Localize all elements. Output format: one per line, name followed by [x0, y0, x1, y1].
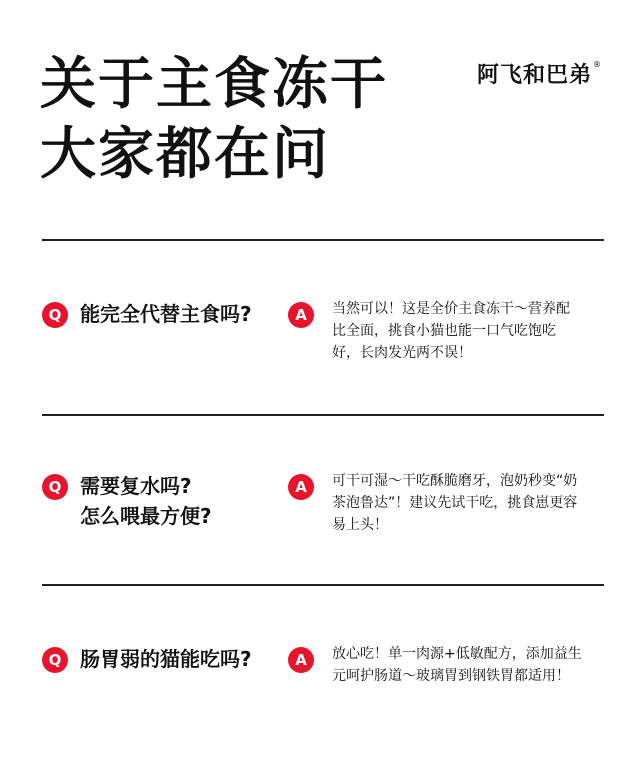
answer-line: 好，长肉发光两不误！ — [332, 345, 472, 361]
answer-line: 可干可湿～干吃酥脆磨牙，泡奶秒变“奶 — [332, 473, 578, 489]
divider — [42, 584, 604, 586]
brand-logo — [477, 58, 602, 89]
answer-text — [332, 643, 606, 687]
answer-badge-icon: A — [288, 647, 314, 673]
brand-name: 阿飞和巴弟 — [476, 63, 592, 88]
answer-text — [332, 470, 606, 536]
answer-line: 放心吃！单一肉源+低敏配方，添加益生 — [332, 646, 582, 662]
question-line: 能完全代替主食吗? — [80, 302, 252, 326]
question-badge-icon: Q — [42, 302, 68, 328]
answer-badge-icon: A — [288, 474, 314, 500]
answer-line: 当然可以！这是全价主食冻干～营养配 — [332, 301, 570, 317]
question-line: 需要复水吗? — [80, 474, 192, 498]
answer-badge-icon: A — [288, 302, 314, 328]
divider — [42, 239, 604, 241]
question-text — [80, 644, 290, 674]
question-line: 肠胃弱的猫能吃吗? — [80, 647, 252, 671]
question-text — [80, 299, 290, 329]
question-line: 怎么喂最方便? — [80, 504, 212, 528]
registered-mark: ® — [593, 60, 602, 69]
question-text — [80, 471, 290, 531]
page-title — [40, 50, 388, 190]
question-badge-icon: Q — [42, 647, 68, 673]
question-badge-icon: Q — [42, 474, 68, 500]
answer-line: 易上头！ — [332, 517, 388, 533]
answer-line: 元呵护肠道～玻璃胃到钢铁胃都适用！ — [332, 668, 570, 684]
title-line-2: 大家都在问 — [40, 122, 330, 187]
answer-text — [332, 298, 606, 364]
answer-line: 比全面，挑食小猫也能一口气吃饱吃 — [332, 323, 556, 339]
title-line-1: 关于主食冻干 — [40, 52, 388, 117]
answer-line: 茶泡鲁达”！建议先试干吃，挑食崽更容 — [332, 495, 578, 511]
divider — [42, 414, 604, 416]
